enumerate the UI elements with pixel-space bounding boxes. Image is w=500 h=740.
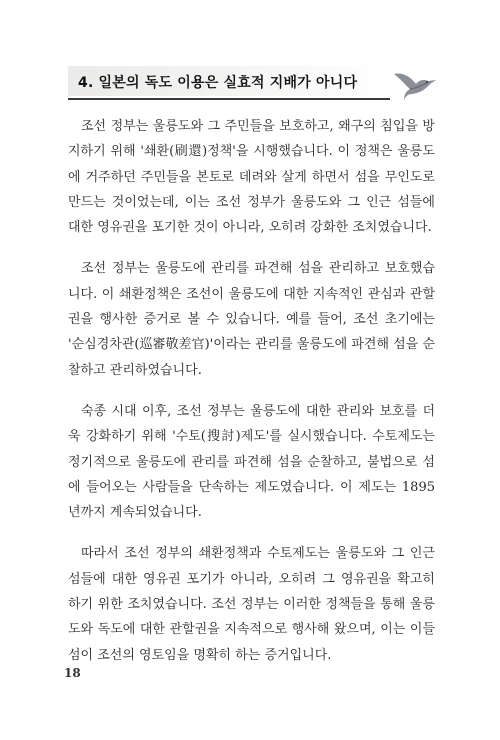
seagull-icon: [390, 60, 438, 104]
paragraph-2: 조선 정부는 울릉도에 관리를 파견해 섬을 관리하고 보호했습니다. 이 쇄환정책은 조선이 울릉도에 대한 지속적인 관심과 관할권을 행사한 증거로 볼 수 있습니다. 예를 들어, 조선 초기에는 '순심경차관(巡審敬差官)'이라는 관리를 울릉도에 파견해 섬을 순찰하고 관리하였습니다.: [68, 261, 435, 378]
paragraph-3: 숙종 시대 이후, 조선 정부는 울릉도에 대한 관리와 보호를 더욱 강화하기 위해 '수토(搜討)제도'를 실시했습니다. 수토제도는 정기적으로 울릉도에 관리를 파견해 섬을 순찰하고, 불법으로 섬에 들어오는 사람들을 단속하는 제도였습니다. 이 제도는 1895년까지 계속되었습니다.: [68, 403, 435, 521]
body-text: [68, 114, 435, 684]
section-heading: [68, 66, 390, 100]
page-number: 18: [64, 666, 81, 680]
paragraph-1: 조선 정부는 울릉도와 그 주민들을 보호하고, 왜구의 침입을 방지하기 위해 '쇄환(刷還)정책'을 시행했습니다. 이 정책은 울릉도에 거주하던 주민들을 본토로 데려와 살게 하면서 섬을 무인도로 만드는 것이었는데, 이는 조선 정부가 울릉도와 그 인근 섬들에 대한 영유권을 포기한 것이 아니라, 오히려 강화한 조치였습니다.: [68, 119, 435, 236]
paragraph-4: 따라서 조선 정부의 쇄환정책과 수토제도는 울릉도와 그 인근 섬들에 대한 영유권 포기가 아니라, 오히려 그 영유권을 확고히 하기 위한 조치였습니다. 조선 정부는 이러한 정책들을 통해 울릉도와 독도에 대한 관할권을 지속적으로 행사해 왔으며, 이는 이들 섬이 조선의 영토임을 명확히 하는 증거입니다.: [68, 546, 435, 663]
section-title: 4. 일본의 독도 이용은 실효적 지배가 아니다: [78, 75, 358, 91]
